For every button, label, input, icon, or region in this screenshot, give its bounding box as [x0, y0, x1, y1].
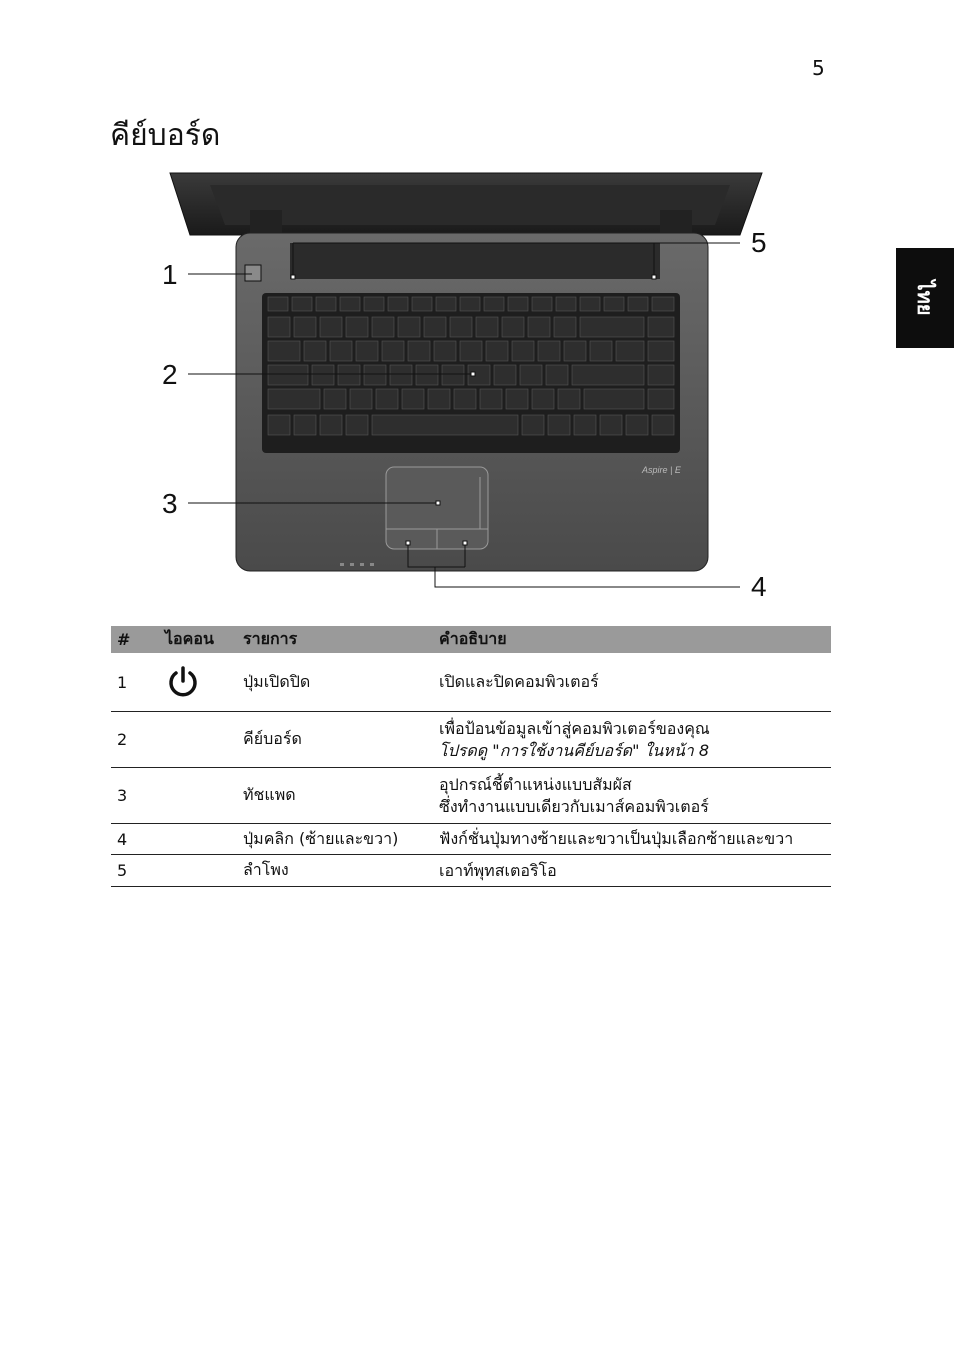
row-number: 5	[111, 855, 159, 887]
header-description: คำอธิบาย	[439, 629, 507, 648]
description-line: เอาท์พุทสเตอริโอ	[439, 860, 557, 880]
page-title: คีย์บอร์ด	[110, 118, 221, 153]
power-icon	[165, 664, 201, 700]
row-number: 1	[111, 653, 159, 712]
table-row	[111, 653, 831, 712]
callout-1: 1	[162, 259, 178, 290]
table-header-row	[111, 626, 831, 653]
row-item: ปุ่มคลิก (ซ้ายและขวา)	[237, 824, 433, 855]
row-number: 3	[111, 768, 159, 824]
row-description	[433, 653, 831, 712]
row-icon	[159, 653, 237, 712]
description-line: ซึ่งทำงานแบบเดียวกับเมาส์คอมพิวเตอร์	[439, 796, 709, 816]
page-number: 5	[812, 56, 825, 80]
row-icon	[159, 768, 237, 824]
row-item: คีย์บอร์ด	[237, 712, 433, 768]
speaker-grille	[290, 243, 660, 279]
header-icon: ไอคอน	[165, 629, 214, 648]
power-button	[245, 265, 261, 281]
row-icon	[159, 712, 237, 768]
callout-3: 3	[162, 488, 178, 519]
header-item: รายการ	[243, 629, 298, 648]
laptop-keyboard-figure	[150, 165, 790, 605]
description-line: เพื่อป้อนข้อมูลเข้าสู่คอมพิวเตอร์ของคุณ	[439, 718, 710, 738]
row-description	[433, 768, 831, 824]
header-number: #	[117, 630, 131, 649]
table-row	[111, 768, 831, 824]
row-number: 4	[111, 824, 159, 855]
row-icon	[159, 855, 237, 887]
row-number: 2	[111, 712, 159, 768]
description-reference: โปรดดู "การใช้งานคีย์บอร์ด" ในหน้า 8	[439, 740, 709, 760]
row-description	[433, 855, 831, 887]
callout-2: 2	[162, 359, 178, 390]
table-row	[111, 855, 831, 887]
row-item: ปุ่มเปิดปิด	[237, 653, 433, 712]
row-icon	[159, 824, 237, 855]
model-logo: Aspire | E	[642, 465, 681, 475]
component-table	[111, 626, 831, 887]
table-row	[111, 712, 831, 768]
description-line: อุปกรณ์ชี้ตำแหน่งแบบสัมผัส	[439, 774, 632, 794]
row-item: ทัชแพด	[237, 768, 433, 824]
language-tab-label: ไทย	[913, 280, 937, 316]
callout-5: 5	[751, 227, 767, 258]
language-tab	[896, 248, 954, 348]
row-item: ลำโพง	[237, 855, 433, 887]
description-line: ฟังก์ชั่นปุ่มทางซ้ายและขวาเป็นปุ่มเลือกซ้ายและขวา	[439, 829, 794, 848]
row-description	[433, 824, 831, 855]
row-description	[433, 712, 831, 768]
description-line: เปิดและปิดคอมพิวเตอร์	[439, 672, 599, 691]
callout-4: 4	[751, 571, 767, 602]
table-row	[111, 824, 831, 855]
